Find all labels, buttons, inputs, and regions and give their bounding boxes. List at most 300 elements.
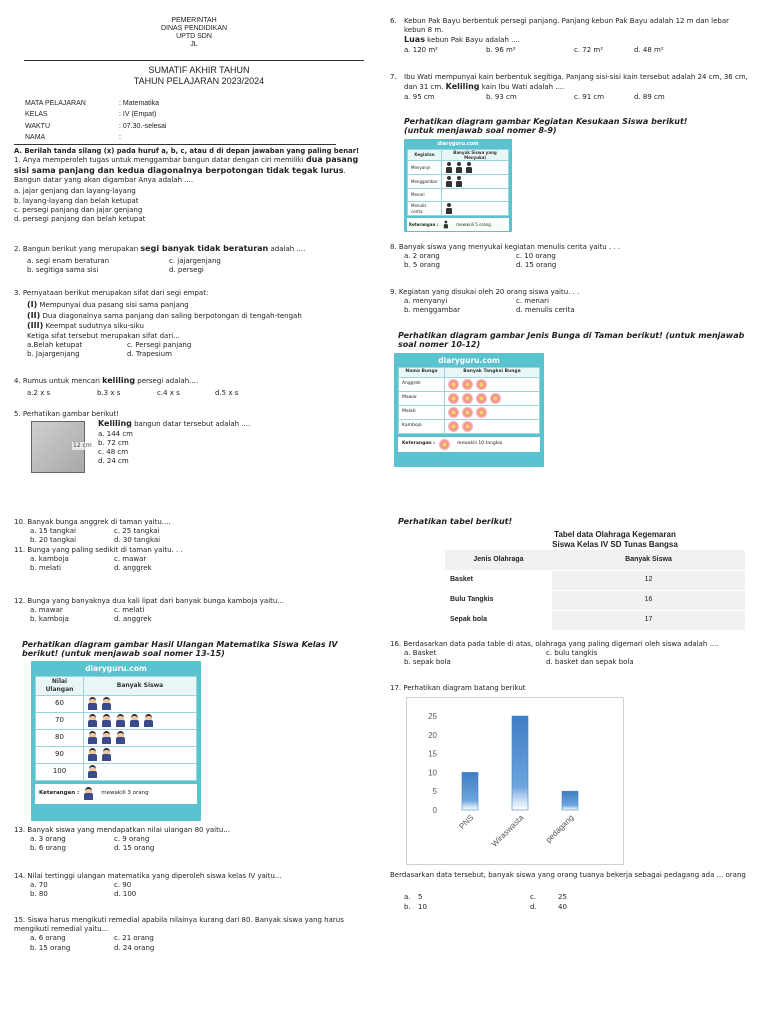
person-icon bbox=[465, 162, 472, 173]
option-d[interactable]: d. 30 tangkai bbox=[114, 536, 161, 545]
flower-icon bbox=[448, 393, 459, 404]
flower-icon bbox=[462, 421, 473, 432]
option-a[interactable]: a. jajar genjang dan layang-layang bbox=[14, 187, 136, 196]
flower-icon bbox=[462, 407, 473, 418]
question-8 bbox=[390, 243, 750, 271]
student-icon bbox=[129, 714, 139, 727]
option-c[interactable]: c. 10 orang bbox=[516, 252, 556, 261]
option-b[interactable]: b. 5 orang bbox=[404, 261, 440, 270]
flower-icon bbox=[448, 421, 459, 432]
row-icons bbox=[84, 712, 197, 729]
question-text: Bunga yang banyaknya dua kali lipat dari banyak bunga kamboja yaitu... bbox=[27, 597, 285, 605]
row-icons bbox=[445, 419, 540, 433]
student-icon bbox=[143, 714, 153, 727]
question-4 bbox=[14, 376, 372, 398]
options bbox=[27, 341, 372, 359]
question-12 bbox=[14, 597, 372, 625]
row-label: 60 bbox=[36, 695, 84, 712]
meta-row bbox=[25, 134, 166, 143]
question-text: kain Ibu Wati adalah .... bbox=[479, 83, 565, 92]
meta-label: WAKTU bbox=[25, 122, 51, 130]
option-a[interactable]: a. Basket bbox=[404, 649, 437, 658]
option-c[interactable]: c.4 x s bbox=[157, 388, 180, 397]
option-c[interactable]: c. bulu tangkis bbox=[546, 649, 598, 658]
meta-label: KELAS bbox=[25, 111, 48, 119]
pictograph-table bbox=[398, 367, 540, 434]
option-b[interactable]: b. menggambar bbox=[404, 306, 461, 315]
question-emphasis: Luas bbox=[404, 35, 425, 45]
question-text: Rumus untuk mencari bbox=[22, 377, 103, 385]
options bbox=[390, 297, 750, 315]
meta-label: MATA PELAJARAN bbox=[25, 100, 86, 107]
header-line: PEMERINTAH bbox=[171, 17, 217, 24]
table-cell: Sepak bola bbox=[445, 610, 552, 630]
bar-pedagang bbox=[562, 791, 578, 810]
person-icon bbox=[455, 162, 462, 173]
option-d[interactable]: d. anggrek bbox=[114, 564, 152, 573]
question-number: 7. bbox=[390, 73, 397, 81]
table-cell: 12 bbox=[552, 570, 745, 590]
bar-wiraswasta bbox=[512, 716, 528, 810]
row-label: Menari bbox=[408, 189, 442, 202]
flower-icon bbox=[448, 407, 459, 418]
question-2 bbox=[14, 244, 372, 275]
row-label: Menggambar bbox=[408, 175, 442, 189]
option-value[interactable]: 25 bbox=[558, 893, 567, 901]
column-header: Jenis Olahraga bbox=[445, 550, 552, 570]
meta-value: : Matematika bbox=[119, 100, 160, 107]
table-cell: 17 bbox=[552, 610, 745, 630]
option-d[interactable]: d. 15 orang bbox=[114, 844, 155, 853]
question-16 bbox=[390, 640, 758, 668]
person-icon bbox=[445, 203, 452, 214]
question-17-options bbox=[404, 893, 604, 912]
tabel-title-line: Tabel data Olahraga Kegemaran bbox=[554, 530, 676, 539]
y-tick-label: 0 bbox=[432, 806, 437, 815]
table-cell: 16 bbox=[552, 590, 745, 610]
option-a[interactable]: a. 144 cm bbox=[98, 429, 133, 438]
x-tick-label: PNS bbox=[457, 813, 476, 832]
option-d[interactable]: d. menulis cerita bbox=[516, 306, 575, 315]
meta-value: : bbox=[119, 134, 121, 142]
question-text: Bunga yang paling sedikit di taman yaitu. . . bbox=[27, 545, 183, 554]
row-label: Menulis cerita bbox=[408, 202, 442, 216]
options bbox=[14, 835, 372, 853]
question-emphasis: dua pasang sisi sama panjang dan kedua diagonalnya berpotongan tidak tegak lurus bbox=[14, 155, 359, 175]
option-a[interactable]: a. 95 cm bbox=[404, 92, 435, 101]
intro-line: Perhatikan diagram gambar Kegiatan Kesukaan Siswa berikut! bbox=[404, 117, 688, 126]
question-number: 6. bbox=[390, 17, 397, 25]
option-b[interactable]: b. sepak bola bbox=[404, 658, 451, 667]
question-10 bbox=[14, 518, 372, 573]
option-d[interactable]: d. 100 bbox=[114, 890, 137, 899]
question-text: Bangun berikut yang merupakan bbox=[22, 245, 141, 253]
student-icon bbox=[87, 765, 97, 778]
bar-chart-frame bbox=[406, 697, 624, 865]
option-d[interactable]: d. 89 cm bbox=[634, 92, 665, 101]
x-tick-label: Wiraswasta bbox=[489, 813, 526, 849]
option-c[interactable]: c. 9 orang bbox=[114, 835, 150, 844]
student-icon bbox=[115, 731, 125, 744]
row-label: Kamboja bbox=[399, 419, 445, 433]
option-d[interactable]: d. basket dan sepak bola bbox=[546, 658, 634, 667]
question-text: persegi adalah.... bbox=[135, 377, 199, 385]
row-icons bbox=[442, 175, 509, 189]
question-number: 5. bbox=[14, 410, 21, 418]
pictograph-table bbox=[407, 149, 509, 217]
student-icon bbox=[101, 697, 111, 710]
options bbox=[14, 257, 372, 275]
square-side-label: 12 cm bbox=[73, 442, 92, 449]
options bbox=[14, 934, 372, 952]
site-watermark: diaryguru.com bbox=[437, 141, 479, 147]
column-header: Nilai Ulangan bbox=[36, 676, 84, 695]
options bbox=[14, 606, 372, 624]
option-c[interactable]: c. 21 orang bbox=[114, 934, 154, 943]
title-line-2: TAHUN PELAJARAN 2023/2024 bbox=[133, 76, 265, 87]
option-c[interactable]: c. 90 bbox=[114, 881, 132, 890]
row-icons bbox=[445, 405, 540, 419]
option-letter[interactable]: d. bbox=[530, 903, 537, 912]
student-icon bbox=[101, 731, 111, 744]
option-value[interactable]: 40 bbox=[558, 903, 567, 912]
question-text: adalah .... bbox=[268, 245, 306, 253]
question-text: Nilai tertinggi ulangan matematika yang diperoleh siswa kelas IV yaitu... bbox=[27, 872, 282, 880]
option-c[interactable]: c. 25 tangkai bbox=[114, 527, 160, 536]
option-a[interactable]: a. 15 tangkai bbox=[30, 527, 76, 536]
row-label: Menyanyi bbox=[408, 161, 442, 175]
meta-row bbox=[25, 100, 166, 109]
option-c[interactable]: c. melati bbox=[114, 606, 145, 615]
meta-label: NAMA bbox=[25, 134, 46, 142]
student-icon bbox=[87, 714, 97, 727]
question-number: 15. bbox=[14, 916, 26, 924]
question-text: Pernyataan berikut merupakan sifat dari segi empat: bbox=[22, 289, 209, 297]
question-text: Banyak siswa yang menyukai kegiatan menulis cerita yaitu . . . bbox=[398, 243, 621, 251]
question-6 bbox=[390, 17, 750, 55]
options bbox=[390, 649, 758, 667]
option-b[interactable]: b.3 x s bbox=[97, 388, 121, 397]
row-icons bbox=[84, 729, 197, 746]
question-text: Banyak bunga anggrek di taman yaitu.... bbox=[27, 518, 171, 526]
option-b[interactable]: b. layang-layang dan belah ketupat bbox=[14, 196, 139, 205]
bunga-pictograph bbox=[394, 353, 544, 467]
question-number: 11. bbox=[14, 545, 26, 554]
question-text: Ketiga sifat tersebut merupakan sifat dari... bbox=[27, 331, 180, 340]
flower-icon bbox=[476, 379, 487, 390]
legend-label: Keterangan : bbox=[39, 790, 80, 797]
header-line: UPTD SDN bbox=[176, 33, 212, 41]
pictograph-row bbox=[399, 405, 540, 419]
meta-value: : IV (Empat) bbox=[119, 111, 157, 119]
options bbox=[14, 555, 372, 573]
bar-chart bbox=[407, 698, 623, 864]
question-number: 10. bbox=[14, 518, 26, 526]
option-c[interactable]: c. 72 m² bbox=[574, 46, 604, 55]
header-line: JL bbox=[190, 41, 198, 49]
option-d[interactable]: d. anggrek bbox=[114, 615, 152, 624]
flower-icon bbox=[476, 407, 487, 418]
person-icon bbox=[443, 221, 448, 229]
pictograph-row bbox=[408, 175, 509, 189]
row-icons bbox=[442, 189, 509, 202]
statement-text: Keempat sudutnya siku-siku bbox=[43, 322, 144, 331]
bar-pns bbox=[462, 772, 478, 810]
legend-text: mewakili 5 orang bbox=[456, 221, 491, 227]
question-5-body bbox=[98, 419, 348, 466]
student-icon bbox=[101, 748, 111, 761]
site-watermark: diaryguru.com bbox=[85, 664, 147, 673]
option-c[interactable]: c. menari bbox=[516, 297, 549, 306]
option-b[interactable]: b. segitiga sama sisi bbox=[27, 265, 99, 274]
question-9 bbox=[390, 288, 750, 316]
question-17 bbox=[390, 684, 758, 693]
question-text: Kebun Pak Bayu berbentuk persegi panjang. Panjang kebun Pak Bayu adalah 12 m dan lebar kebun 8 m. bbox=[404, 17, 730, 35]
question-number: 9. bbox=[390, 288, 397, 296]
person-icon bbox=[455, 176, 462, 187]
question-number: 12. bbox=[14, 597, 26, 605]
option-b[interactable]: b. 72 cm bbox=[98, 438, 129, 447]
divider bbox=[24, 60, 364, 61]
option-a[interactable]: a. segi enam beraturan bbox=[27, 256, 110, 265]
question-text: bangun datar tersebut adalah .... bbox=[131, 420, 251, 428]
question-number: 4. bbox=[14, 377, 21, 385]
kegiatan-pictograph bbox=[404, 139, 512, 232]
statement-number: (III) bbox=[27, 321, 44, 331]
statement-number: (I) bbox=[27, 300, 38, 310]
row-icons bbox=[442, 161, 509, 175]
pictograph-table bbox=[35, 676, 197, 781]
meta-row bbox=[25, 123, 166, 132]
options bbox=[14, 881, 372, 899]
question-emphasis: Keliling bbox=[445, 82, 480, 92]
question-number: 14. bbox=[14, 872, 26, 880]
question-emphasis: Keliling bbox=[98, 419, 132, 428]
option-b[interactable]: b. 20 tangkai bbox=[30, 536, 77, 545]
meta-row bbox=[25, 111, 166, 120]
statement-text: Dua diagonalnya sama panjang dan saling berpotongan di tengah-tengah bbox=[40, 311, 302, 320]
options bbox=[14, 527, 372, 545]
option-a[interactable]: a. kamboja bbox=[30, 554, 69, 563]
option-letter[interactable]: a. bbox=[404, 893, 411, 901]
option-b[interactable]: b. kamboja bbox=[30, 615, 69, 624]
question-text: . Bangun datar yang akan digambar Anya adalah .... bbox=[14, 166, 346, 185]
row-label: 100 bbox=[36, 763, 84, 780]
y-tick-label: 15 bbox=[428, 749, 437, 759]
question-1 bbox=[14, 155, 372, 224]
instruction: A. Berilah tanda silang (x) pada huruf a, b, c, atau d di depan jawaban yang paling benar! bbox=[14, 147, 360, 155]
pictograph-row bbox=[36, 746, 197, 763]
option-a[interactable]: a.2 x s bbox=[27, 388, 51, 397]
y-tick-label: 20 bbox=[428, 730, 437, 740]
option-c[interactable]: c. 91 cm bbox=[574, 92, 605, 101]
option-value[interactable]: 10 bbox=[418, 903, 427, 912]
question-14 bbox=[14, 872, 372, 900]
question-number: 2. bbox=[14, 245, 21, 253]
column-header: Banyak Siswa bbox=[84, 676, 197, 695]
option-a[interactable]: a. menyanyi bbox=[404, 297, 448, 306]
option-a[interactable]: a.Belah ketupat bbox=[27, 341, 83, 350]
question-3 bbox=[14, 289, 372, 360]
legend-text: mewakili 3 orang bbox=[101, 790, 149, 797]
question-text: Anya memperoleh tugas untuk menggambar bangun datar dengan ciri memiliki bbox=[22, 156, 306, 164]
question-17-after: Berdasarkan data tersebut, banyak siswa yang orang tuanya bekerja sebagai pedagang ada ... orang bbox=[390, 871, 746, 879]
option-c[interactable]: c. jajargenjang bbox=[169, 256, 221, 265]
question-13 bbox=[14, 826, 372, 854]
y-tick-label: 10 bbox=[428, 768, 437, 778]
options bbox=[390, 252, 750, 270]
option-a[interactable]: a. mawar bbox=[30, 606, 63, 615]
flower-icon bbox=[476, 393, 487, 404]
title-line-1: SUMATIF AKHIR TAHUN bbox=[148, 65, 250, 75]
pictograph-row bbox=[36, 695, 197, 712]
question-text: kebun Pak Bayu adalah .... bbox=[424, 36, 521, 45]
pictograph-row bbox=[408, 161, 509, 175]
options bbox=[14, 389, 372, 398]
pictograph-row bbox=[399, 419, 540, 433]
row-label: Mawar bbox=[399, 391, 445, 405]
option-value[interactable]: 5 bbox=[418, 893, 423, 901]
row-label: Anggrek bbox=[399, 377, 445, 391]
column-header: Banyak Siswa bbox=[552, 550, 745, 570]
pictograph-row bbox=[36, 763, 197, 780]
y-tick-label: 5 bbox=[432, 787, 437, 797]
option-c[interactable]: c. persegi panjang dan jajar genjang bbox=[14, 205, 143, 214]
person-icon bbox=[445, 176, 452, 187]
question-emphasis: segi banyak tidak beraturan bbox=[140, 244, 269, 253]
divider bbox=[14, 144, 336, 145]
question-number: 17. bbox=[390, 684, 402, 692]
student-icon bbox=[87, 748, 97, 761]
flower-icon bbox=[462, 393, 473, 404]
option-b[interactable]: b. melati bbox=[30, 564, 61, 573]
legend bbox=[35, 784, 197, 804]
option-d[interactable]: d. persegi panjang dan belah ketupat bbox=[14, 215, 146, 224]
tabel-title-line: Siswa Kelas IV SD Tunas Bangsa bbox=[552, 540, 678, 549]
question-text: Banyak siswa yang mendapatkan nilai ulangan 80 yaitu... bbox=[27, 826, 230, 834]
pictograph-row bbox=[36, 712, 197, 729]
statement-text: Mempunyai dua pasang sisi sama panjang bbox=[37, 301, 189, 310]
option-b[interactable]: b. Jajargenjang bbox=[27, 350, 80, 359]
question-number: 13. bbox=[14, 826, 26, 834]
question-number: 16. bbox=[390, 640, 402, 648]
option-d[interactable]: d. 24 orang bbox=[114, 943, 155, 952]
column-header: Banyak Tangkai Bunga bbox=[445, 367, 540, 377]
flower-icon bbox=[448, 379, 459, 390]
question-text: Siswa harus mengikuti remedial apabila nilainya kurang dari 80. Banyak siswa yang harus mengikuti remedial yaitu... bbox=[14, 916, 344, 934]
option-letter[interactable]: c. bbox=[530, 893, 537, 901]
question-emphasis: keliling bbox=[102, 376, 136, 385]
question-7 bbox=[390, 73, 750, 102]
row-icons bbox=[445, 391, 540, 405]
column-header: Banyak Siswa yang Menyukai bbox=[442, 149, 509, 161]
student-icon bbox=[87, 697, 97, 710]
row-icons bbox=[84, 763, 197, 780]
question-number: 1. bbox=[14, 156, 21, 164]
options bbox=[390, 46, 750, 55]
olahraga-table bbox=[445, 550, 745, 631]
statement-2 bbox=[27, 311, 372, 322]
option-d[interactable]: d. 24 cm bbox=[98, 457, 129, 466]
table-cell: Bulu Tangkis bbox=[445, 590, 552, 610]
option-d[interactable]: d. 15 orang bbox=[516, 261, 557, 270]
column-header: Nama Bunga bbox=[399, 367, 445, 377]
question-text: Berdasarkan data pada table di atas, olahraga yang paling digemari oleh siswa adalah .... bbox=[403, 640, 719, 648]
exam-meta bbox=[23, 98, 168, 146]
table-row bbox=[445, 610, 745, 630]
table-row bbox=[445, 590, 745, 610]
option-a[interactable]: a. 6 orang bbox=[30, 934, 66, 943]
option-a[interactable]: a. 120 m² bbox=[404, 46, 438, 55]
option-b[interactable]: b. 6 orang bbox=[30, 844, 66, 853]
option-c[interactable]: c. mawar bbox=[114, 554, 147, 563]
column-header: Kegiatan bbox=[408, 149, 442, 161]
kegiatan-intro bbox=[404, 117, 744, 135]
right-column bbox=[390, 0, 758, 1024]
y-tick-label: 25 bbox=[428, 712, 437, 721]
x-tick-label: pedagang bbox=[543, 813, 576, 845]
option-c[interactable]: c. Persegi panjang bbox=[127, 341, 192, 350]
left-column bbox=[14, 0, 374, 1024]
question-text: Ibu Wati mempunyai kain berbentuk segitiga. Panjang sisi-sisi kain tersebut adalah 24 cm, 36 cm, dan 31 cm. bbox=[404, 73, 748, 92]
option-b[interactable]: b. 80 bbox=[30, 890, 48, 899]
option-c[interactable]: c. 48 cm bbox=[98, 448, 129, 457]
flower-icon bbox=[490, 393, 501, 404]
statement-number: (II) bbox=[27, 310, 41, 320]
student-icon bbox=[87, 731, 97, 744]
row-icons bbox=[442, 202, 509, 216]
tabel-title bbox=[490, 530, 740, 550]
legend bbox=[398, 437, 540, 452]
option-letter[interactable]: b. bbox=[404, 903, 411, 912]
row-label: Melati bbox=[399, 405, 445, 419]
option-d[interactable]: d. 48 m² bbox=[634, 46, 664, 55]
options bbox=[390, 93, 750, 102]
pictograph-row bbox=[399, 377, 540, 391]
row-icons bbox=[445, 377, 540, 391]
row-icons bbox=[84, 746, 197, 763]
legend-label: Keterangan : bbox=[402, 441, 435, 447]
header-block bbox=[124, 17, 264, 49]
option-b[interactable]: b. 96 m² bbox=[486, 46, 516, 55]
row-label: 90 bbox=[36, 746, 84, 763]
option-d[interactable]: d. persegi bbox=[169, 265, 204, 274]
question-text: Kegiatan yang disukai oleh 20 orang siswa yaitu. . . bbox=[398, 288, 580, 296]
row-label: 70 bbox=[36, 712, 84, 729]
flower-icon bbox=[462, 379, 473, 390]
option-d[interactable]: d.5 x s bbox=[215, 388, 239, 397]
flower-icon bbox=[439, 439, 450, 450]
pictograph-row bbox=[399, 391, 540, 405]
legend bbox=[407, 218, 509, 231]
option-b[interactable]: b. 15 orang bbox=[30, 943, 71, 952]
option-a[interactable]: a. 3 orang bbox=[30, 835, 66, 844]
options bbox=[14, 187, 372, 224]
header-line: DINAS PENDIDIKAN bbox=[160, 25, 228, 33]
bunga-intro: Perhatikan diagram gambar Jenis Bunga di Taman berikut! (untuk menjawab soal nomer 10-12) bbox=[398, 331, 745, 350]
student-icon bbox=[115, 714, 125, 727]
pictograph-row bbox=[36, 729, 197, 746]
option-d[interactable]: d. Trapesium bbox=[127, 350, 172, 359]
statement-3 bbox=[27, 321, 372, 332]
legend-text: mewakili 10 tangkai bbox=[456, 441, 503, 447]
option-a[interactable]: a. 2 orang bbox=[404, 252, 440, 261]
row-label: 80 bbox=[36, 729, 84, 746]
person-icon bbox=[445, 162, 452, 173]
option-a[interactable]: a. 70 bbox=[30, 881, 48, 890]
option-b[interactable]: b. 93 cm bbox=[486, 92, 517, 101]
question-15 bbox=[14, 916, 372, 953]
